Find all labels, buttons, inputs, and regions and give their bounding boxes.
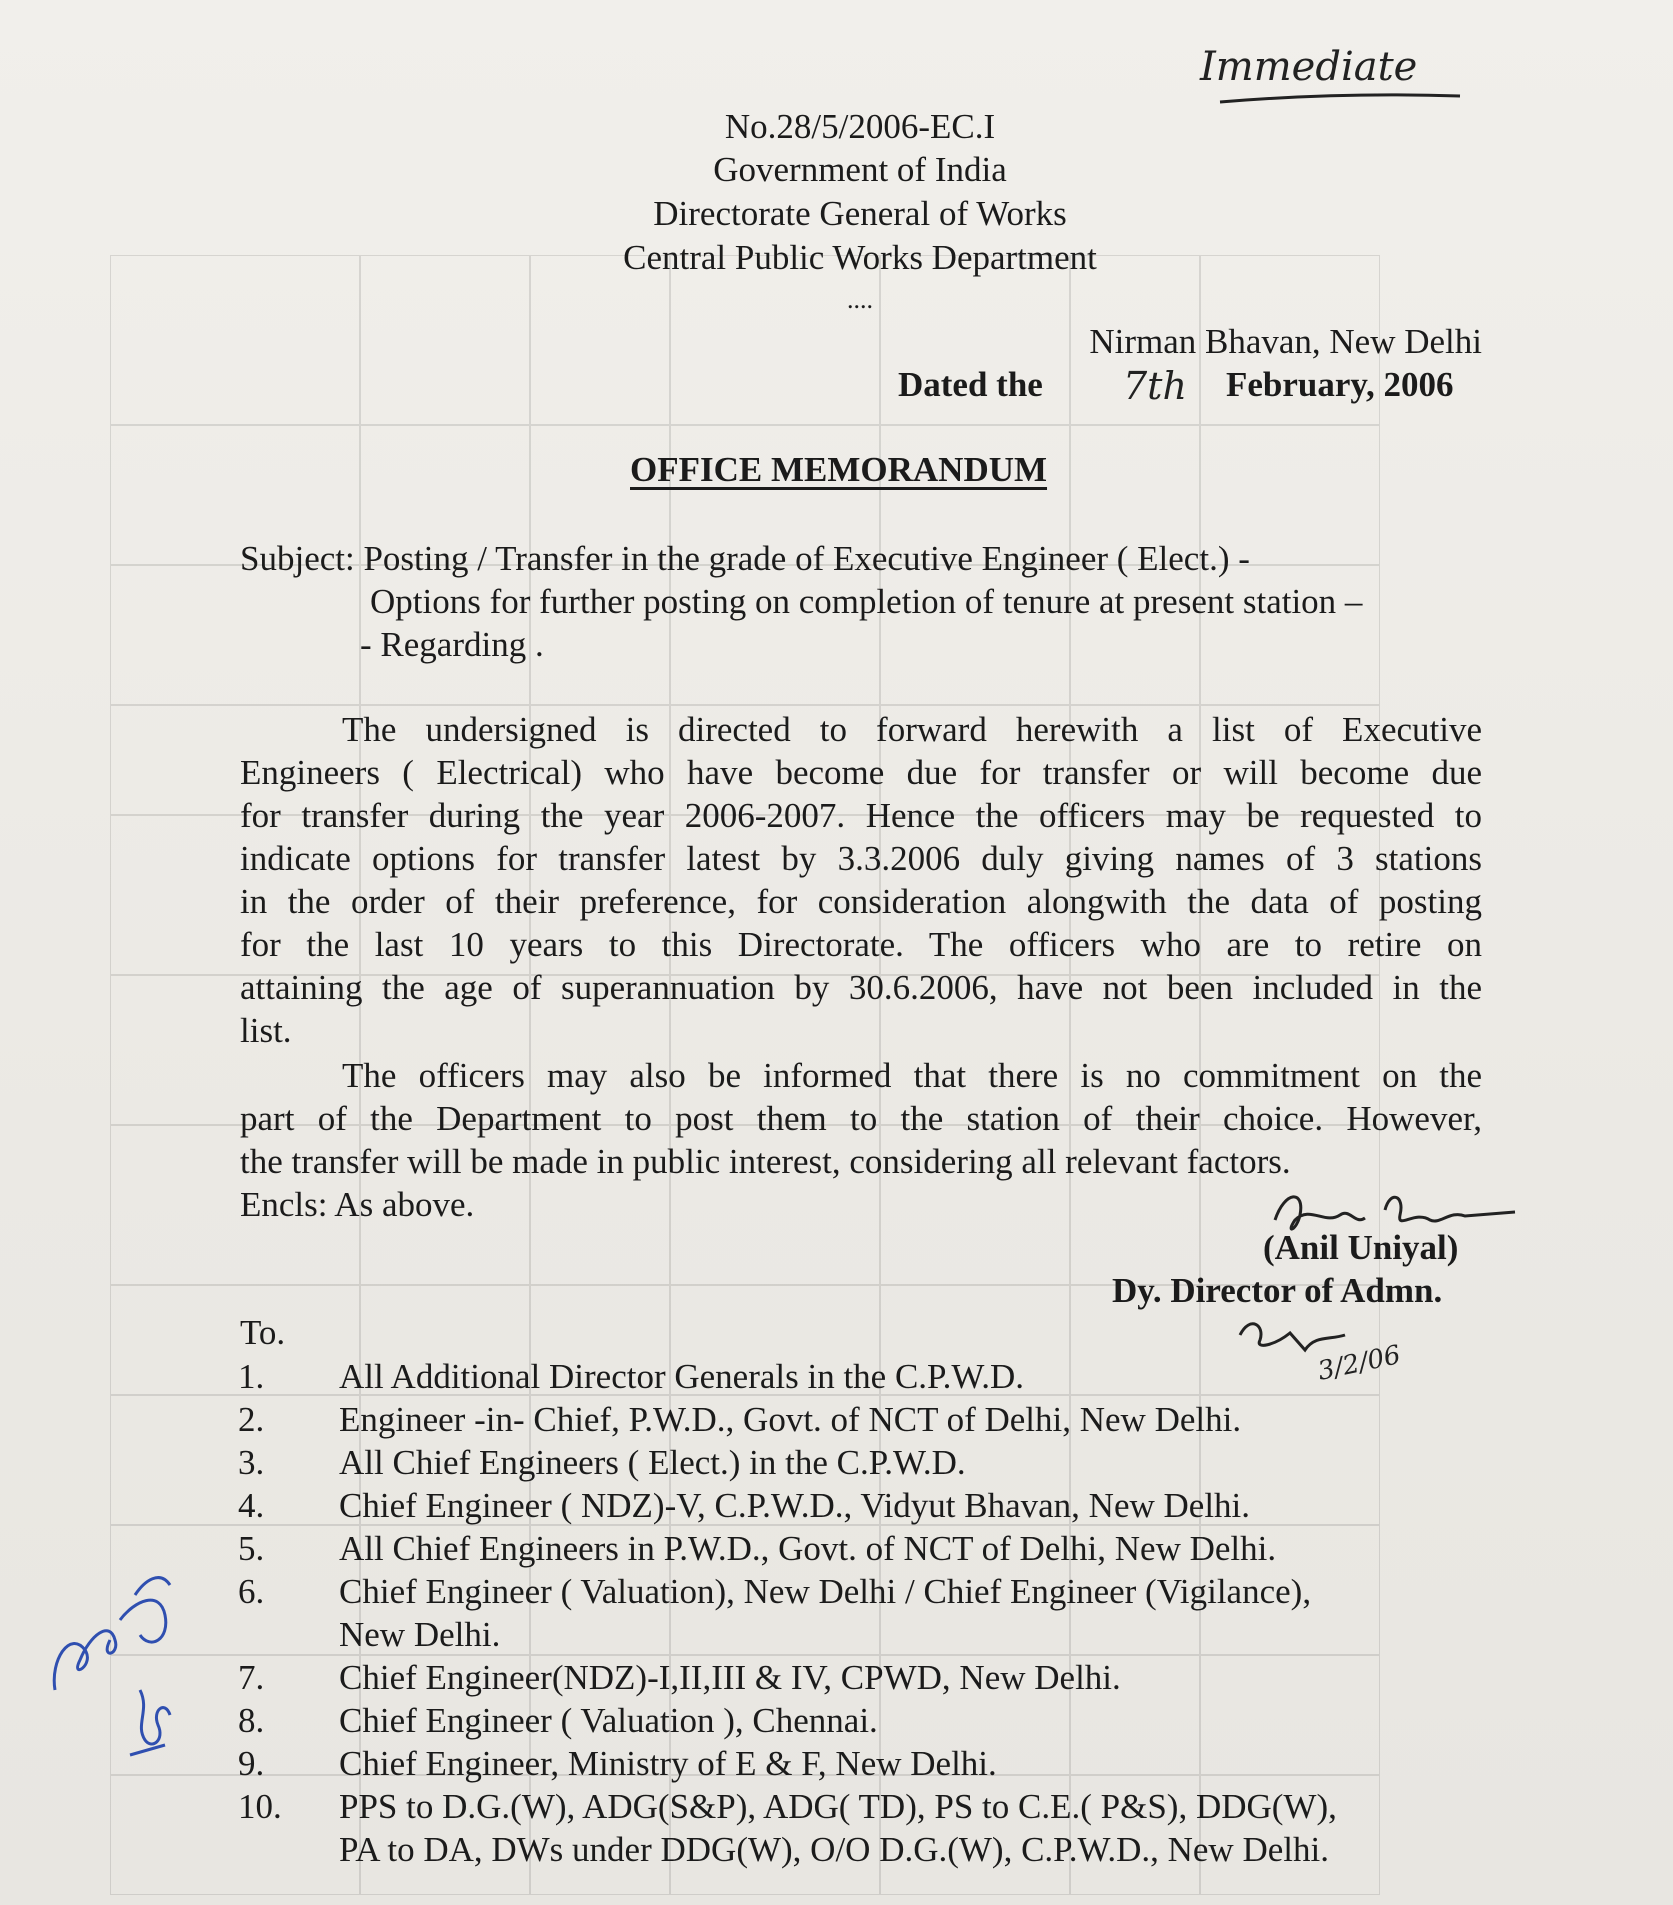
recipient-line: PPS to D.G.(W), ADG(S&P), ADG( TD), PS to C.E.( P&S), DDG(W),	[339, 1787, 1337, 1826]
signatory-name: (Anil Uniyal)	[1263, 1228, 1459, 1267]
recipient-line: PA to DA, DWs under DDG(W), O/O D.G.(W), C.P.W.D., New Delhi.	[339, 1830, 1329, 1869]
enclosures: Encls: As above.	[240, 1185, 475, 1224]
header-dots: ....	[847, 285, 873, 314]
recipient-line: Chief Engineer ( NDZ)-V, C.P.W.D., Vidyut Bhavan, New Delhi.	[339, 1486, 1251, 1525]
dated-month-year: February, 2006	[1226, 365, 1454, 404]
recipient-line: Engineer -in- Chief, P.W.D., Govt. of NCT of Delhi, New Delhi.	[339, 1400, 1242, 1439]
recipient-line: Chief Engineer ( Valuation ), Chennai.	[339, 1701, 878, 1740]
header-directorate: Directorate General of Works	[653, 194, 1067, 233]
para2-line: The officers may also be informed that there is no commitment on the	[342, 1056, 1482, 1095]
recipient-number: 4.	[238, 1486, 265, 1525]
handwritten-initials-date	[1235, 1305, 1425, 1395]
place: Nirman Bhavan, New Delhi	[1089, 322, 1482, 361]
recipient-line: Chief Engineer ( Valuation), New Delhi / Chief Engineer (Vigilance),	[339, 1572, 1312, 1611]
recipient-number: 5.	[238, 1529, 265, 1568]
svg-text:Immediate: Immediate	[1200, 44, 1418, 90]
recipient-number: 2.	[238, 1400, 265, 1439]
para2-line: the transfer will be made in public interest, considering all relevant factors.	[240, 1142, 1291, 1181]
dated-label: Dated the	[898, 365, 1043, 404]
para1-line: for transfer during the year 2006-2007. Hence the officers may be requested to	[240, 796, 1482, 835]
para1-line: The undersigned is directed to forward herewith a list of Executive	[342, 710, 1482, 749]
para1-line: attaining the age of superannuation by 30.6.2006, have not been included in the	[240, 968, 1482, 1007]
recipient-line: All Chief Engineers ( Elect.) in the C.P.W.D.	[339, 1443, 966, 1482]
para1-line: list.	[240, 1011, 292, 1050]
signatory-designation: Dy. Director of Admn.	[1112, 1271, 1443, 1310]
recipient-line: New Delhi.	[339, 1615, 501, 1654]
recipient-number: 1.	[238, 1357, 265, 1396]
para1-line: Engineers ( Electrical) who have become due for transfer or will become due	[240, 753, 1482, 792]
para1-line: in the order of their preference, for consideration alongwith the data of posting	[240, 882, 1482, 921]
recipient-number: 3.	[238, 1443, 265, 1482]
recipient-number: 10.	[238, 1787, 282, 1826]
subject-line-2: Options for further posting on completion of tenure at present station –	[370, 582, 1363, 621]
blue-pen-marginal-scribble	[40, 1540, 190, 1770]
handwritten-immediate-annotation	[1190, 30, 1480, 110]
subject-line-3: - Regarding .	[360, 625, 544, 664]
header-government: Government of India	[713, 150, 1007, 189]
svg-text:3/2/06: 3/2/06	[1315, 1340, 1404, 1387]
svg-text:7th: 7th	[1123, 364, 1187, 408]
recipient-line: Chief Engineer(NDZ)-I,II,III & IV, CPWD, New Delhi.	[339, 1658, 1121, 1697]
para2-line: part of the Department to post them to the station of their choice. However,	[240, 1099, 1482, 1138]
to-label: To.	[240, 1313, 286, 1352]
header-department: Central Public Works Department	[623, 238, 1097, 277]
recipient-number: 6.	[238, 1572, 265, 1611]
recipient-number: 9.	[238, 1744, 265, 1783]
recipient-line: Chief Engineer, Ministry of E & F, New Delhi.	[339, 1744, 997, 1783]
handwritten-day	[1118, 355, 1208, 415]
file-number: No.28/5/2006-EC.I	[724, 107, 996, 146]
recipient-number: 7.	[238, 1658, 265, 1697]
recipient-number: 8.	[238, 1701, 265, 1740]
para1-line: indicate options for transfer latest by 3.3.2006 duly giving names of 3 stations	[240, 839, 1482, 878]
recipient-line: All Chief Engineers in P.W.D., Govt. of NCT of Delhi, New Delhi.	[339, 1529, 1277, 1568]
para1-line: for the last 10 years to this Directorate. The officers who are to retire on	[240, 925, 1482, 964]
recipient-line: All Additional Director Generals in the C.P.W.D.	[339, 1357, 1024, 1396]
memo-title: OFFICE MEMORANDUM	[630, 450, 1048, 489]
subject-line-1: Subject: Posting / Transfer in the grade of Executive Engineer ( Elect.) -	[240, 539, 1250, 578]
